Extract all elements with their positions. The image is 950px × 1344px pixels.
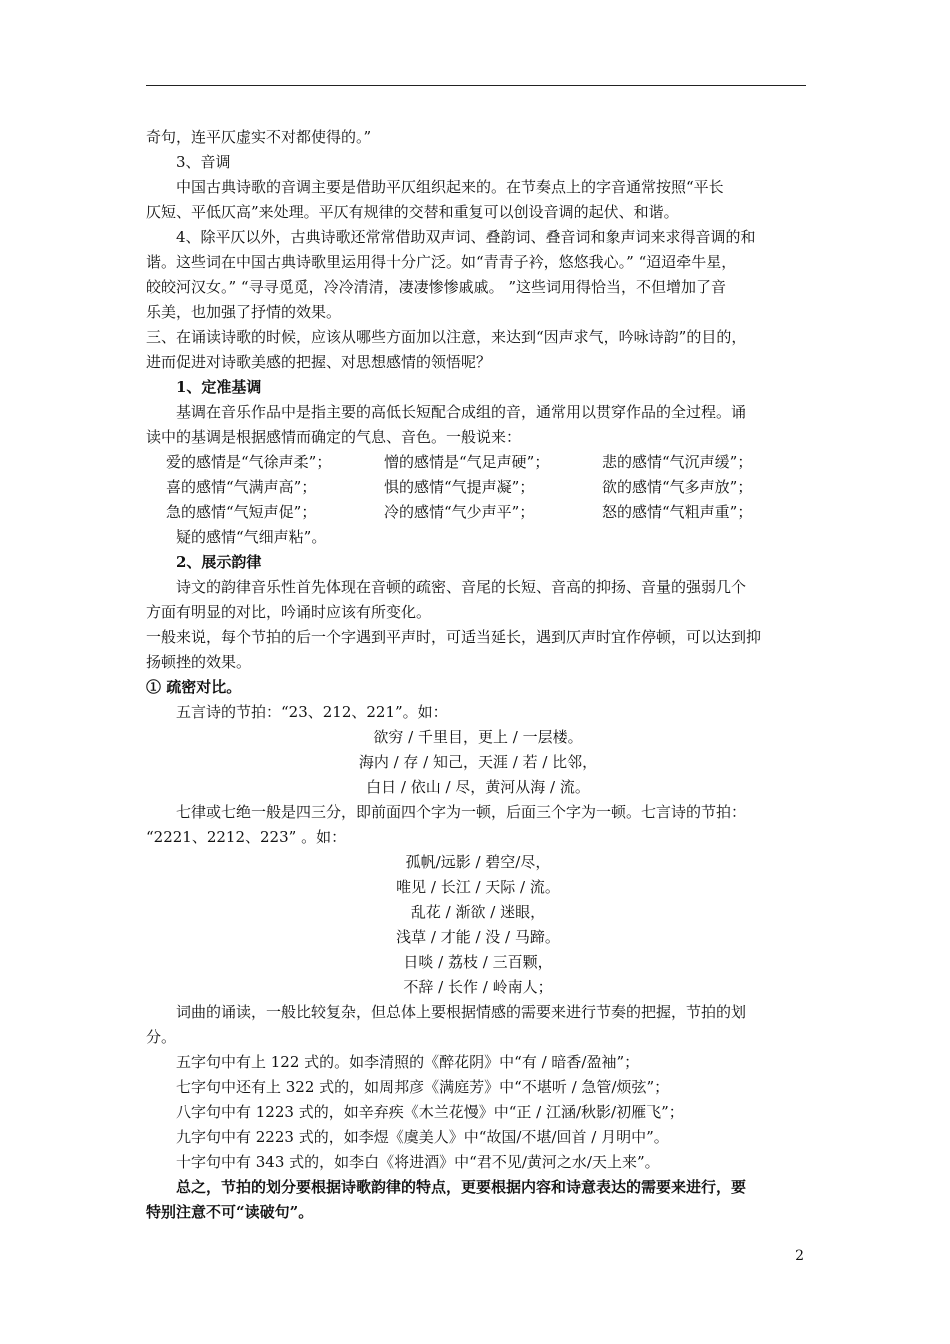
heading-rhythm: 2、展示韵律 xyxy=(176,553,262,571)
text-line: 皎皎河汉女。” “寻寻觅觅，冷冷清清，凄凄惨惨戚戚。 ”这些词用得恰当，不但增加了音 xyxy=(146,278,727,296)
text-line: 诗文的韵律音乐性首先体现在音顿的疏密、音尾的长短、音高的抑扬、音量的强弱几个 xyxy=(176,578,747,596)
text-line: 五言诗的节拍：“23、212、221”。如： xyxy=(176,703,448,721)
text-line: 扬顿挫的效果。 xyxy=(146,653,252,671)
example-line: 八字句中有 1223 式的，如辛弃疾《木兰花慢》中“正 / 江涵/秋影/初雁飞”； xyxy=(176,1103,684,1121)
example-line: 九字句中有 2223 式的，如李煜《虞美人》中“故国/不堪/回首 / 月明中”。 xyxy=(176,1128,669,1146)
text-line: 一般来说，每个节拍的后一个字遇到平声时，可适当延长，遇到仄声时宜作停顿，可以达到抑 xyxy=(146,628,762,646)
text-line: 进而促进对诗歌美感的把握、对思想感情的领悟呢？ xyxy=(146,353,492,371)
poem-line: 白日 / 依山 / 尽，黄河从海 / 流。 xyxy=(366,778,590,796)
heading-baseline-tone: 1、定准基调 xyxy=(176,378,262,396)
example-line: 十字句中有 343 式的，如李白《将进酒》中“君不见/黄河之水/天上来”。 xyxy=(176,1153,660,1171)
poem-line: 乱花 / 渐欲 / 迷眼， xyxy=(410,903,546,921)
text-line: 仄短、平低仄高”来处理。平仄有规律的交替和重复可以创设音调的起伏、和谐。 xyxy=(146,203,679,221)
emotion-fear: 惧的感情“气提声凝”； xyxy=(384,478,535,496)
text-line: 4、除平仄以外，古典诗歌还常常借助双声词、叠韵词、叠音词和象声词来求得音调的和 xyxy=(176,228,756,246)
example-line: 七字句中还有上 322 式的，如周邦彦《满庭芳》中“不堪听 / 急管/烦弦”； xyxy=(176,1078,670,1096)
poem-line: 孤帆/远影 / 碧空/尽， xyxy=(405,853,551,871)
emotion-joy: 喜的感情“气满声高”； xyxy=(166,478,317,496)
poem-line: 欲穷 / 千里目，更上 / 一层楼。 xyxy=(373,728,583,746)
text-line: 分。 xyxy=(146,1028,177,1046)
conclusion-line: 特别注意不可“读破句”。 xyxy=(146,1203,314,1221)
emotion-anger: 怒的感情“气粗声重”； xyxy=(602,503,753,521)
text-line: “2221、2212、223” 。如： xyxy=(146,828,347,846)
poem-line: 浅草 / 才能 / 没 / 马蹄。 xyxy=(396,928,560,946)
text-line: 奇句，连平仄虚实不对都使得的。” xyxy=(146,128,372,146)
text-line: 词曲的诵读，一般比较复杂，但总体上要根据情感的需要来进行节奏的把握，节拍的划 xyxy=(176,1003,747,1021)
section-three-heading: 三、在诵读诗歌的时候，应该从哪些方面加以注意，来达到“因声求气，吟咏诗韵”的目的， xyxy=(146,328,747,346)
poem-line: 唯见 / 长江 / 天际 / 流。 xyxy=(396,878,560,896)
poem-line: 日啖 / 荔枝 / 三百颗， xyxy=(403,953,553,971)
emotion-desire: 欲的感情“气多声放”； xyxy=(602,478,753,496)
text-line: 基调在音乐作品中是指主要的高低长短配合成组的音，通常用以贯穿作品的全过程。诵 xyxy=(176,403,747,421)
header-rule xyxy=(146,85,806,86)
text-line: 七律或七绝一般是四三分，即前面四个字为一顿，后面三个字为一顿。七言诗的节拍： xyxy=(176,803,747,821)
text-line: 乐美，也加强了抒情的效果。 xyxy=(146,303,342,321)
emotion-hate: 憎的感情是“气足声硬”； xyxy=(384,453,550,471)
poem-line: 海内 / 存 / 知己，天涯 / 若 / 比邻， xyxy=(358,753,598,771)
emotion-love: 爱的感情是“气徐声柔”； xyxy=(166,453,332,471)
example-line: 五字句中有上 122 式的。如李清照的《醉花阴》中“有 / 暗香/盈袖”； xyxy=(176,1053,640,1071)
emotion-doubt: 疑的感情“气细声粘”。 xyxy=(176,528,327,546)
heading-tone: 3、音调 xyxy=(176,153,231,171)
subheading-density: ① 疏密对比。 xyxy=(146,678,242,696)
text-line: 中国古典诗歌的音调主要是借助平仄组织起来的。在节奏点上的字音通常按照“平长 xyxy=(176,178,724,196)
emotion-cold: 冷的感情“气少声平”； xyxy=(384,503,535,521)
text-line: 谐。这些词在中国古典诗歌里运用得十分广泛。如“青青子衿，悠悠我心。” “迢迢牵牛星， xyxy=(146,253,737,271)
emotion-sorrow: 悲的感情“气沉声缓”； xyxy=(602,453,753,471)
page-number: 2 xyxy=(795,1248,804,1264)
emotion-urgency: 急的感情“气短声促”； xyxy=(166,503,317,521)
text-line: 读中的基调是根据感情而确定的气息、音色。一般说来： xyxy=(146,428,522,446)
conclusion-line: 总之，节拍的划分要根据诗歌韵律的特点，更要根据内容和诗意表达的需要来进行，要 xyxy=(176,1178,747,1196)
text-line: 方面有明显的对比，吟诵时应该有所变化。 xyxy=(146,603,432,621)
poem-line: 不辞 / 长作 / 岭南人； xyxy=(403,978,553,996)
